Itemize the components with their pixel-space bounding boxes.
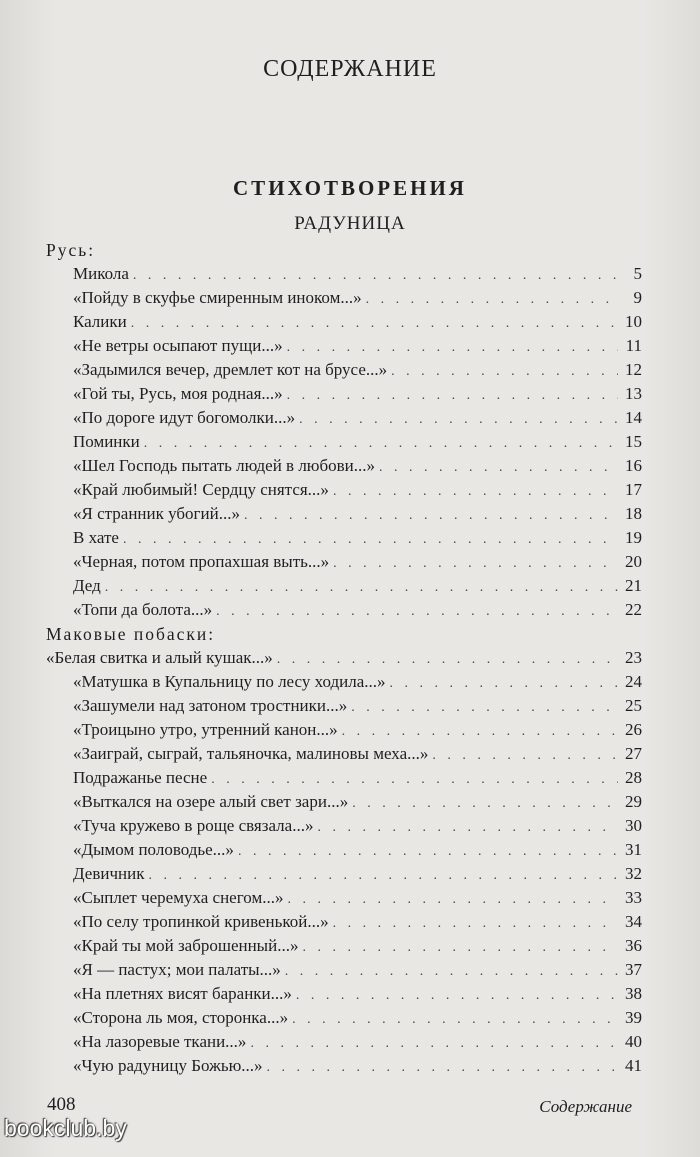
page-number: 408 xyxy=(47,1094,76,1115)
toc-entry-page: 19 xyxy=(625,528,642,547)
toc-entry xyxy=(46,286,642,310)
toc-entry-title: Калики xyxy=(73,312,127,331)
page-title: СОДЕРЖАНИЕ xyxy=(263,56,437,82)
running-head: Содержание xyxy=(539,1097,632,1116)
toc-entry-title: «Гой ты, Русь, моя родная...» xyxy=(73,384,283,403)
toc-entry xyxy=(46,430,642,454)
toc-entry-page: 28 xyxy=(625,768,642,787)
toc-entry-title: «Я — пастух; мои палаты...» xyxy=(73,960,281,979)
toc-entry-page: 23 xyxy=(625,648,642,667)
toc-entry xyxy=(46,358,642,382)
dot-leader xyxy=(333,912,618,936)
toc-entry-page: 33 xyxy=(625,888,642,907)
dot-leader xyxy=(238,840,618,864)
toc-entry xyxy=(46,646,642,670)
watermark-logo: bookclub.by xyxy=(4,1115,127,1141)
dot-leader xyxy=(144,432,618,456)
toc-entry-page: 30 xyxy=(625,816,642,835)
toc-entry xyxy=(46,406,642,430)
dot-leader xyxy=(211,768,618,792)
toc-entry xyxy=(46,934,642,958)
toc-entry-title: «Туча кружево в роще связала...» xyxy=(73,816,314,835)
toc-entry xyxy=(46,262,642,286)
dot-leader xyxy=(432,744,618,768)
toc-entry-title: «Край любимый! Сердцу снятся...» xyxy=(73,480,329,499)
toc-entry xyxy=(46,526,642,550)
toc-entry xyxy=(46,958,642,982)
toc-entry xyxy=(46,814,642,838)
toc-entry-page: 29 xyxy=(625,792,642,811)
toc-entry-title: Подражанье песне xyxy=(73,768,208,787)
dot-leader xyxy=(391,360,618,384)
toc-entry xyxy=(46,886,642,910)
toc-group-label: Маковые побаски: xyxy=(46,624,216,644)
toc-entry-page: 37 xyxy=(625,960,642,979)
toc-entry-title: «Троицыно утро, утренний канон...» xyxy=(73,720,338,739)
toc-entry-page: 25 xyxy=(625,696,642,715)
dot-leader xyxy=(287,336,618,360)
toc-entry-title: «На плетнях висят баранки...» xyxy=(73,984,292,1003)
toc-entry-page: 9 xyxy=(633,288,642,307)
toc-entry-title: «Не ветры осыпают пущи...» xyxy=(73,336,283,355)
dot-leader xyxy=(216,600,618,624)
toc-entry xyxy=(46,598,642,622)
toc-entry xyxy=(46,742,642,766)
toc-entry-page: 40 xyxy=(625,1032,642,1051)
toc-entry-title: «Матушка в Купальницу по лесу ходила...» xyxy=(73,672,386,691)
toc-entry-page: 27 xyxy=(625,744,642,763)
toc-entry-title: «Край ты мой заброшенный...» xyxy=(73,936,299,955)
toc-entry-title: «Пойду в скуфье смиренным иноком...» xyxy=(73,288,362,307)
toc-entry-title: Поминки xyxy=(73,432,140,451)
toc-entry-title: «Задымился вечер, дремлет кот на брусе...» xyxy=(73,360,388,379)
dot-leader xyxy=(277,648,618,672)
toc-entry xyxy=(46,574,642,598)
toc-entry-page: 26 xyxy=(625,720,642,739)
dot-leader xyxy=(287,888,618,912)
dot-leader xyxy=(302,936,618,960)
toc-entry xyxy=(46,310,642,334)
toc-entry xyxy=(46,838,642,862)
toc-entry xyxy=(46,1054,642,1078)
toc-entry-page: 22 xyxy=(625,600,642,619)
toc-entry-title: «Топи да болота...» xyxy=(73,600,213,619)
toc-entry-page: 36 xyxy=(625,936,642,955)
dot-leader xyxy=(296,984,618,1008)
toc-entry-page: 31 xyxy=(625,840,642,859)
toc-entry xyxy=(46,1030,642,1054)
dot-leader xyxy=(333,480,618,504)
toc-entry-page: 11 xyxy=(625,336,642,355)
toc-entry-page: 32 xyxy=(625,864,642,883)
dot-leader xyxy=(267,1056,618,1080)
dot-leader xyxy=(342,720,618,744)
toc-entry-page: 18 xyxy=(625,504,642,523)
toc-entry xyxy=(46,982,642,1006)
dot-leader xyxy=(133,264,618,288)
toc-group-label: Русь: xyxy=(46,240,96,260)
section-heading: СТИХОТВОРЕНИЯ xyxy=(233,176,467,200)
toc-entry-page: 17 xyxy=(625,480,642,499)
toc-entry xyxy=(46,694,642,718)
dot-leader xyxy=(317,816,618,840)
toc-entry xyxy=(46,478,642,502)
toc-entry-title: «Чую радуницу Божью...» xyxy=(73,1056,263,1075)
dot-leader xyxy=(287,384,618,408)
dot-leader xyxy=(352,792,618,816)
toc-entry xyxy=(46,502,642,526)
toc-entry xyxy=(46,1006,642,1030)
toc-entry-title: «Зашумели над затоном тростники...» xyxy=(73,696,348,715)
toc-entry-title: «Белая свитка и алый кушак...» xyxy=(46,648,273,667)
dot-leader xyxy=(285,960,618,984)
toc-entry-page: 5 xyxy=(633,264,642,283)
table-of-contents xyxy=(46,238,642,1078)
toc-entry-title: «Выткался на озере алый свет зари...» xyxy=(73,792,349,811)
dot-leader xyxy=(123,528,618,552)
toc-entry-title: «Черная, потом пропахшая выть...» xyxy=(73,552,330,571)
dot-leader xyxy=(333,552,618,576)
dot-leader xyxy=(131,312,618,336)
toc-entry-page: 14 xyxy=(625,408,642,427)
toc-entry-title: «Шел Господь пытать людей в любови...» xyxy=(73,456,376,475)
toc-entry-page: 39 xyxy=(625,1008,642,1027)
toc-entry xyxy=(46,718,642,742)
toc-entry xyxy=(46,454,642,478)
toc-entry-title: Микола xyxy=(73,264,129,283)
toc-entry xyxy=(46,670,642,694)
toc-entry xyxy=(46,862,642,886)
toc-entry xyxy=(46,910,642,934)
toc-entry-page: 20 xyxy=(625,552,642,571)
toc-entry-page: 24 xyxy=(625,672,642,691)
dot-leader xyxy=(148,864,618,888)
dot-leader xyxy=(292,1008,618,1032)
toc-entry-title: В хате xyxy=(73,528,119,547)
dot-leader xyxy=(105,576,618,600)
toc-entry-title: «Сторона ль моя, сторонка...» xyxy=(73,1008,289,1027)
toc-entry-page: 12 xyxy=(625,360,642,379)
toc-entry-page: 38 xyxy=(625,984,642,1003)
dot-leader xyxy=(299,408,618,432)
toc-entry-page: 41 xyxy=(625,1056,642,1075)
toc-entry-title: «Я странник убогий...» xyxy=(73,504,240,523)
toc-entry-title: «На лазоревые ткани...» xyxy=(73,1032,247,1051)
toc-entry-page: 34 xyxy=(625,912,642,931)
toc-entry-page: 21 xyxy=(625,576,642,595)
toc-entry-title: «Дымом половодье...» xyxy=(73,840,234,859)
toc-entry-page: 10 xyxy=(625,312,642,331)
dot-leader xyxy=(379,456,618,480)
toc-entry-title: Дед xyxy=(73,576,101,595)
toc-entry-title: «Заиграй, сыграй, тальяночка, малиновы меха...» xyxy=(73,744,429,763)
toc-entry-title: «По дороге идут богомолки...» xyxy=(73,408,296,427)
dot-leader xyxy=(244,504,618,528)
toc-entry-page: 13 xyxy=(625,384,642,403)
toc-entry xyxy=(46,790,642,814)
toc-entry-page: 15 xyxy=(625,432,642,451)
toc-entry-title: «По селу тропинкой кривенькой...» xyxy=(73,912,329,931)
toc-entry-title: Девичник xyxy=(73,864,145,883)
dot-leader xyxy=(250,1032,618,1056)
dot-leader xyxy=(351,696,618,720)
toc-entry xyxy=(46,550,642,574)
toc-entry xyxy=(46,334,642,358)
toc-entry xyxy=(46,382,642,406)
toc-entry xyxy=(46,766,642,790)
toc-entry-title: «Сыплет черемуха снегом...» xyxy=(73,888,284,907)
toc-entry-page: 16 xyxy=(625,456,642,475)
dot-leader xyxy=(389,672,618,696)
dot-leader xyxy=(366,288,618,312)
subsection-heading: РАДУНИЦА xyxy=(294,213,406,234)
